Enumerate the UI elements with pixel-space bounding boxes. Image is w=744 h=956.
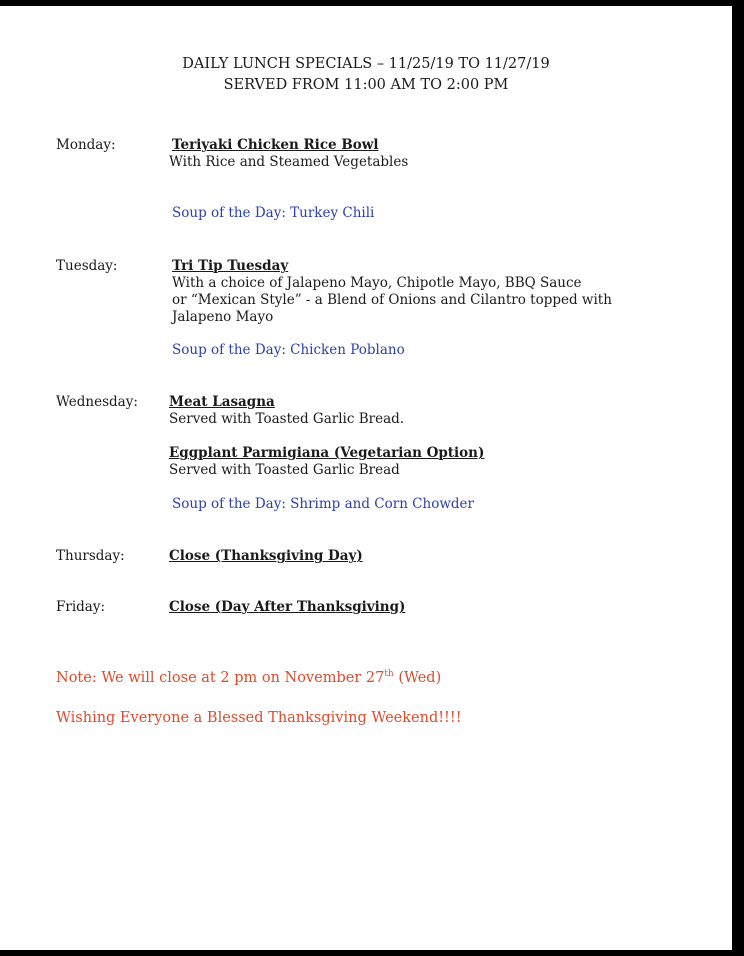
closing-note-ordinal: th (384, 669, 394, 680)
tuesday-dish-desc-3: Jalapeno Mayo (172, 309, 274, 325)
day-label-wednesday: Wednesday: (56, 394, 138, 410)
thursday-closed: Close (Thanksgiving Day) (169, 548, 363, 564)
tuesday-dish-desc-2: or “Mexican Style” - a Blend of Onions and Cilantro topped with (172, 292, 612, 308)
monday-dish-title: Teriyaki Chicken Rice Bowl (172, 137, 379, 153)
friday-closed: Close (Day After Thanksgiving) (169, 599, 406, 615)
wednesday-dish-2-desc: Served with Toasted Garlic Bread (169, 462, 400, 478)
tuesday-dish-desc-1: With a choice of Jalapeno Mayo, Chipotle Mayo, BBQ Sauce (172, 275, 582, 291)
day-label-thursday: Thursday: (56, 548, 125, 564)
monday-soup: Soup of the Day: Turkey Chili (172, 205, 375, 221)
monday-dish-desc: With Rice and Steamed Vegetables (169, 154, 409, 170)
wednesday-dish-1-desc: Served with Toasted Garlic Bread. (169, 411, 405, 427)
tuesday-dish-title: Tri Tip Tuesday (172, 258, 289, 274)
menu-page (0, 6, 732, 950)
closing-note (56, 670, 441, 687)
wednesday-dish-2-title: Eggplant Parmigiana (Vegetarian Option) (169, 445, 485, 461)
closing-note-text: Note: We will close at 2 pm on November 27 (56, 670, 385, 686)
header-line-2: SERVED FROM 11:00 AM TO 2:00 PM (223, 77, 509, 93)
tuesday-soup: Soup of the Day: Chicken Poblano (172, 342, 405, 358)
day-label-monday: Monday: (56, 137, 116, 153)
closing-note-day: (Wed) (393, 670, 442, 686)
header-line-1: DAILY LUNCH SPECIALS – 11/25/19 TO 11/27/19 (182, 56, 550, 72)
day-label-tuesday: Tuesday: (56, 258, 118, 274)
day-label-friday: Friday: (56, 599, 106, 615)
wednesday-dish-1-title: Meat Lasagna (169, 394, 275, 410)
holiday-wish: Wishing Everyone a Blessed Thanksgiving Weekend!!!! (56, 710, 462, 726)
wednesday-soup: Soup of the Day: Shrimp and Corn Chowder (172, 496, 474, 512)
